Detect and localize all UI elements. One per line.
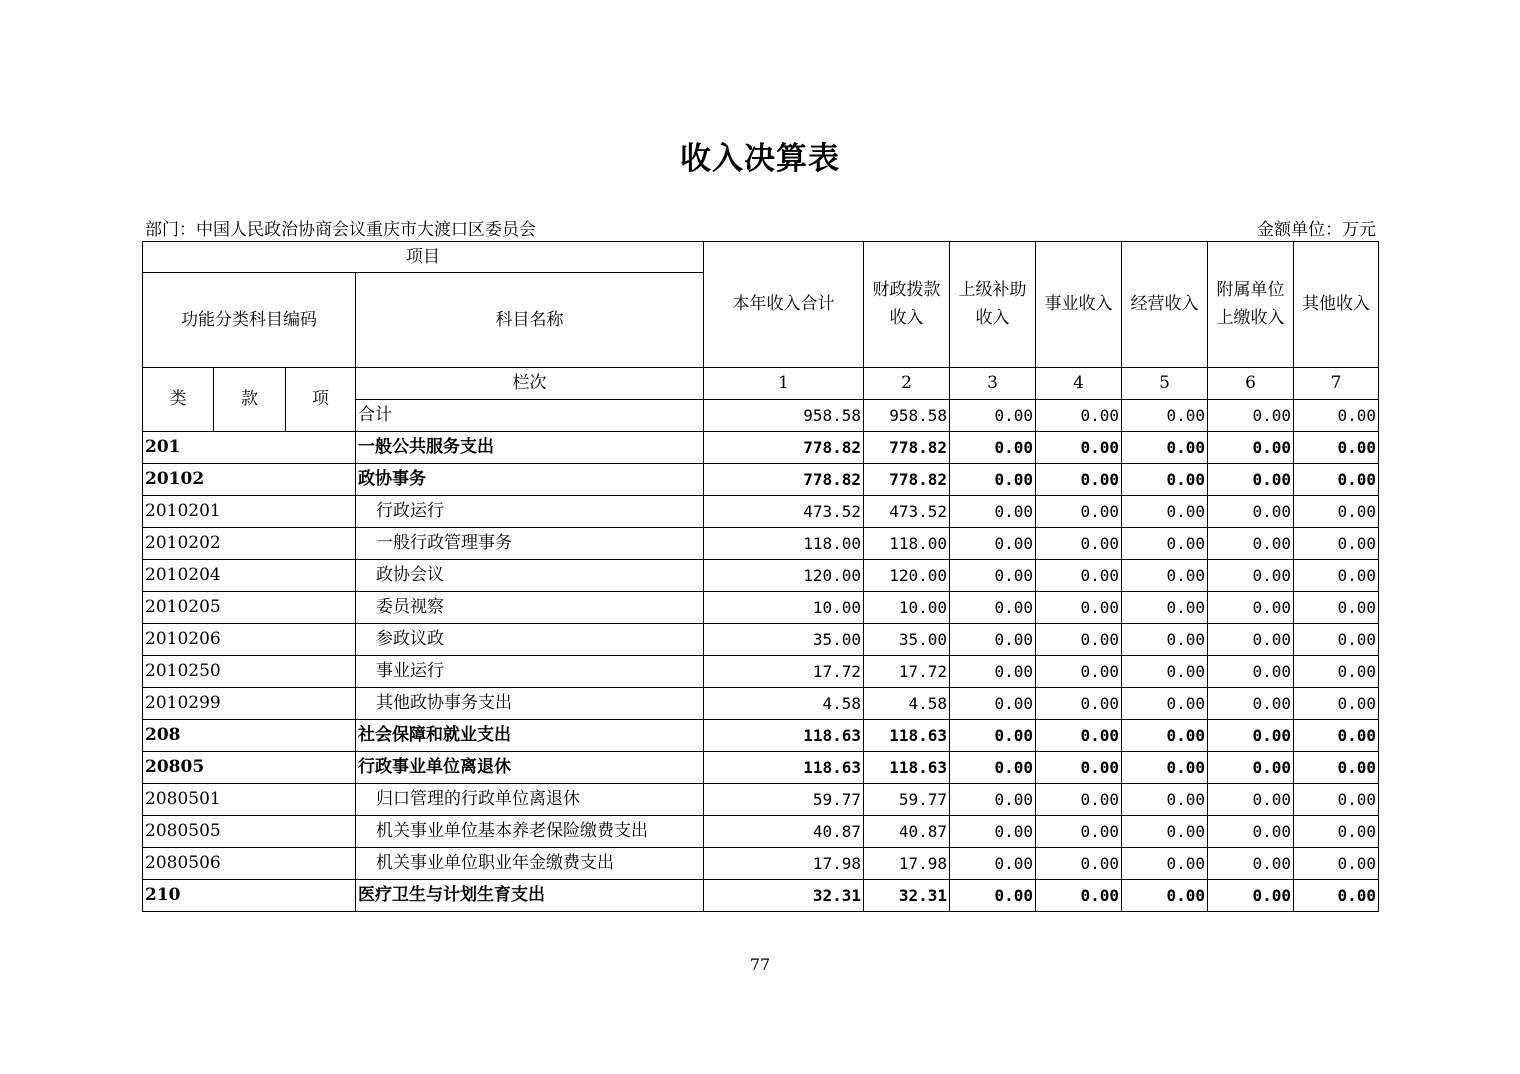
- row-value: 118.63: [704, 720, 864, 752]
- row-subject-name: 行政事业单位离退休: [356, 752, 704, 784]
- row-value: 118.63: [864, 752, 950, 784]
- row-subject-name: 机关事业单位基本养老保险缴费支出: [356, 816, 704, 848]
- row-value: 0.00: [1208, 688, 1294, 720]
- row-code: 2080506: [143, 848, 356, 880]
- row-value: 0.00: [950, 496, 1036, 528]
- row-value: 0.00: [950, 688, 1036, 720]
- row-code: 20805: [143, 752, 356, 784]
- row-value: 0.00: [1294, 624, 1379, 656]
- header-business-income: 事业收入: [1036, 242, 1122, 368]
- row-value: 0.00: [1208, 784, 1294, 816]
- row-subject-name: 一般公共服务支出: [356, 432, 704, 464]
- col-num: 6: [1208, 368, 1294, 400]
- header-other-income: 其他收入: [1294, 242, 1379, 368]
- total-value: 0.00: [950, 400, 1036, 432]
- row-value: 0.00: [950, 848, 1036, 880]
- row-value: 0.00: [1122, 560, 1208, 592]
- row-value: 0.00: [1294, 560, 1379, 592]
- row-code: 208: [143, 720, 356, 752]
- row-subject-name: 其他政协事务支出: [356, 688, 704, 720]
- row-subject-name: 社会保障和就业支出: [356, 720, 704, 752]
- row-value: 0.00: [950, 592, 1036, 624]
- row-value: 0.00: [950, 528, 1036, 560]
- row-value: 0.00: [950, 880, 1036, 912]
- row-value: 0.00: [1036, 720, 1122, 752]
- table-row: [143, 464, 1379, 496]
- header-fiscal-income: 财政拨款收入: [864, 242, 950, 368]
- row-value: 0.00: [1036, 464, 1122, 496]
- row-value: 0.00: [950, 784, 1036, 816]
- row-value: 0.00: [1208, 848, 1294, 880]
- header-subject-name: 科目名称: [356, 273, 704, 368]
- row-value: 32.31: [704, 880, 864, 912]
- row-value: 0.00: [1294, 784, 1379, 816]
- row-value: 0.00: [1036, 816, 1122, 848]
- total-value: 0.00: [1036, 400, 1122, 432]
- row-value: 0.00: [1122, 752, 1208, 784]
- col-num: 1: [704, 368, 864, 400]
- page-title: 收入决算表: [680, 141, 840, 177]
- row-value: 0.00: [1036, 592, 1122, 624]
- row-value: 0.00: [1036, 560, 1122, 592]
- row-code: 2010205: [143, 592, 356, 624]
- row-code: 2010204: [143, 560, 356, 592]
- row-value: 0.00: [1208, 752, 1294, 784]
- table-row: [143, 624, 1379, 656]
- row-value: 17.72: [704, 656, 864, 688]
- row-subject-name: 政协会议: [356, 560, 704, 592]
- row-value: 0.00: [1208, 528, 1294, 560]
- row-subject-name: 一般行政管理事务: [356, 528, 704, 560]
- row-value: 0.00: [1208, 496, 1294, 528]
- row-code: 2080501: [143, 784, 356, 816]
- row-subject-name: 行政运行: [356, 496, 704, 528]
- row-value: 0.00: [1036, 848, 1122, 880]
- row-value: 118.63: [704, 752, 864, 784]
- row-value: 35.00: [864, 624, 950, 656]
- row-subject-name: 参政议政: [356, 624, 704, 656]
- table-row: [143, 432, 1379, 464]
- table-row: [143, 560, 1379, 592]
- row-code: 20102: [143, 464, 356, 496]
- row-value: 0.00: [1294, 816, 1379, 848]
- table-row: [143, 720, 1379, 752]
- row-subject-name: 归口管理的行政单位离退休: [356, 784, 704, 816]
- row-value: 118.63: [864, 720, 950, 752]
- row-value: 0.00: [1036, 432, 1122, 464]
- row-code: 210: [143, 880, 356, 912]
- col-num: 2: [864, 368, 950, 400]
- row-value: 17.98: [864, 848, 950, 880]
- row-code: 2010299: [143, 688, 356, 720]
- row-value: 0.00: [1122, 528, 1208, 560]
- row-value: 0.00: [950, 624, 1036, 656]
- row-value: 0.00: [1208, 464, 1294, 496]
- row-subject-name: 政协事务: [356, 464, 704, 496]
- row-value: 0.00: [1208, 560, 1294, 592]
- row-value: 778.82: [864, 464, 950, 496]
- row-subject-name: 委员视察: [356, 592, 704, 624]
- row-value: 0.00: [1208, 656, 1294, 688]
- row-subject-name: 机关事业单位职业年金缴费支出: [356, 848, 704, 880]
- page-number: 77: [749, 955, 771, 974]
- row-value: 0.00: [1036, 880, 1122, 912]
- row-subject-name: 医疗卫生与计划生育支出: [356, 880, 704, 912]
- row-value: 0.00: [1294, 656, 1379, 688]
- table-row: [143, 880, 1379, 912]
- header-operating-income: 经营收入: [1122, 242, 1208, 368]
- row-value: 0.00: [1122, 720, 1208, 752]
- row-value: 0.00: [950, 464, 1036, 496]
- row-value: 0.00: [1036, 624, 1122, 656]
- row-value: 0.00: [1208, 720, 1294, 752]
- col-num: 7: [1294, 368, 1379, 400]
- row-value: 0.00: [1208, 432, 1294, 464]
- row-value: 0.00: [950, 560, 1036, 592]
- row-value: 0.00: [1122, 592, 1208, 624]
- row-value: 0.00: [1294, 752, 1379, 784]
- col-num: 3: [950, 368, 1036, 400]
- row-value: 0.00: [1036, 784, 1122, 816]
- row-value: 59.77: [704, 784, 864, 816]
- row-value: 0.00: [1036, 752, 1122, 784]
- row-value: 0.00: [1122, 432, 1208, 464]
- row-value: 32.31: [864, 880, 950, 912]
- row-code: 201: [143, 432, 356, 464]
- row-value: 0.00: [1208, 816, 1294, 848]
- row-value: 778.82: [704, 432, 864, 464]
- table-row: [143, 816, 1379, 848]
- row-value: 0.00: [1122, 816, 1208, 848]
- row-value: 0.00: [1122, 496, 1208, 528]
- total-value: 958.58: [864, 400, 950, 432]
- row-value: 120.00: [704, 560, 864, 592]
- row-value: 0.00: [950, 816, 1036, 848]
- row-value: 0.00: [1208, 592, 1294, 624]
- table-row: [143, 496, 1379, 528]
- row-value: 0.00: [1294, 848, 1379, 880]
- row-value: 0.00: [950, 432, 1036, 464]
- row-value: 778.82: [704, 464, 864, 496]
- row-value: 0.00: [1294, 464, 1379, 496]
- header-project: 项目: [143, 242, 704, 273]
- header-row-lanci: [143, 368, 1379, 400]
- row-value: 40.87: [864, 816, 950, 848]
- total-value: 0.00: [1294, 400, 1379, 432]
- row-value: 0.00: [1208, 880, 1294, 912]
- row-value: 0.00: [1122, 656, 1208, 688]
- table-row: [143, 656, 1379, 688]
- row-value: 0.00: [1122, 880, 1208, 912]
- row-value: 0.00: [1036, 688, 1122, 720]
- row-value: 0.00: [1122, 464, 1208, 496]
- row-value: 0.00: [950, 656, 1036, 688]
- row-value: 17.98: [704, 848, 864, 880]
- row-code: 2010202: [143, 528, 356, 560]
- table-row: [143, 784, 1379, 816]
- row-value: 4.58: [704, 688, 864, 720]
- row-value: 0.00: [1294, 432, 1379, 464]
- row-value: 473.52: [704, 496, 864, 528]
- row-value: 40.87: [704, 816, 864, 848]
- row-value: 0.00: [1036, 656, 1122, 688]
- row-code: 2010206: [143, 624, 356, 656]
- row-code: 2080505: [143, 816, 356, 848]
- total-value: 958.58: [704, 400, 864, 432]
- department-label: 部门：中国人民政治协商会议重庆市大渡口区委员会: [145, 220, 536, 240]
- row-value: 10.00: [864, 592, 950, 624]
- row-value: 473.52: [864, 496, 950, 528]
- header-total-income: 本年收入合计: [704, 242, 864, 368]
- col-num: 4: [1036, 368, 1122, 400]
- row-value: 0.00: [1122, 624, 1208, 656]
- row-code: 2010250: [143, 656, 356, 688]
- row-value: 778.82: [864, 432, 950, 464]
- row-value: 0.00: [950, 720, 1036, 752]
- header-xiang: 项: [286, 368, 356, 432]
- header-func-code: 功能分类科目编码: [143, 273, 356, 368]
- row-value: 0.00: [1294, 688, 1379, 720]
- row-value: 118.00: [864, 528, 950, 560]
- income-final-accounts-table: [142, 241, 1379, 912]
- header-kuan: 款: [214, 368, 286, 432]
- header-lanci: 栏次: [356, 368, 704, 400]
- table-row: [143, 752, 1379, 784]
- row-value: 0.00: [1122, 784, 1208, 816]
- row-value: 0.00: [1294, 592, 1379, 624]
- row-value: 0.00: [1294, 880, 1379, 912]
- header-affiliate-income: 附属单位上缴收入: [1208, 242, 1294, 368]
- total-value: 0.00: [1208, 400, 1294, 432]
- table-row: [143, 848, 1379, 880]
- col-num: 5: [1122, 368, 1208, 400]
- table-row: [143, 528, 1379, 560]
- row-value: 0.00: [1036, 528, 1122, 560]
- row-value: 0.00: [1294, 720, 1379, 752]
- row-value: 0.00: [1036, 496, 1122, 528]
- header-lei: 类: [143, 368, 214, 432]
- row-value: 0.00: [1294, 496, 1379, 528]
- header-row-project: [143, 242, 1379, 273]
- row-value: 0.00: [1122, 688, 1208, 720]
- row-value: 35.00: [704, 624, 864, 656]
- total-label: 合计: [356, 400, 704, 432]
- row-value: 4.58: [864, 688, 950, 720]
- row-value: 120.00: [864, 560, 950, 592]
- row-value: 0.00: [950, 752, 1036, 784]
- row-value: 0.00: [1208, 624, 1294, 656]
- row-value: 118.00: [704, 528, 864, 560]
- amount-unit-label: 金额单位：万元: [1257, 220, 1376, 240]
- table-row: [143, 688, 1379, 720]
- row-value: 0.00: [1122, 848, 1208, 880]
- row-value: 59.77: [864, 784, 950, 816]
- row-value: 17.72: [864, 656, 950, 688]
- table-row: [143, 592, 1379, 624]
- row-code: 2010201: [143, 496, 356, 528]
- header-superior-subsidy: 上级补助收入: [950, 242, 1036, 368]
- row-subject-name: 事业运行: [356, 656, 704, 688]
- row-value: 0.00: [1294, 528, 1379, 560]
- total-value: 0.00: [1122, 400, 1208, 432]
- row-value: 10.00: [704, 592, 864, 624]
